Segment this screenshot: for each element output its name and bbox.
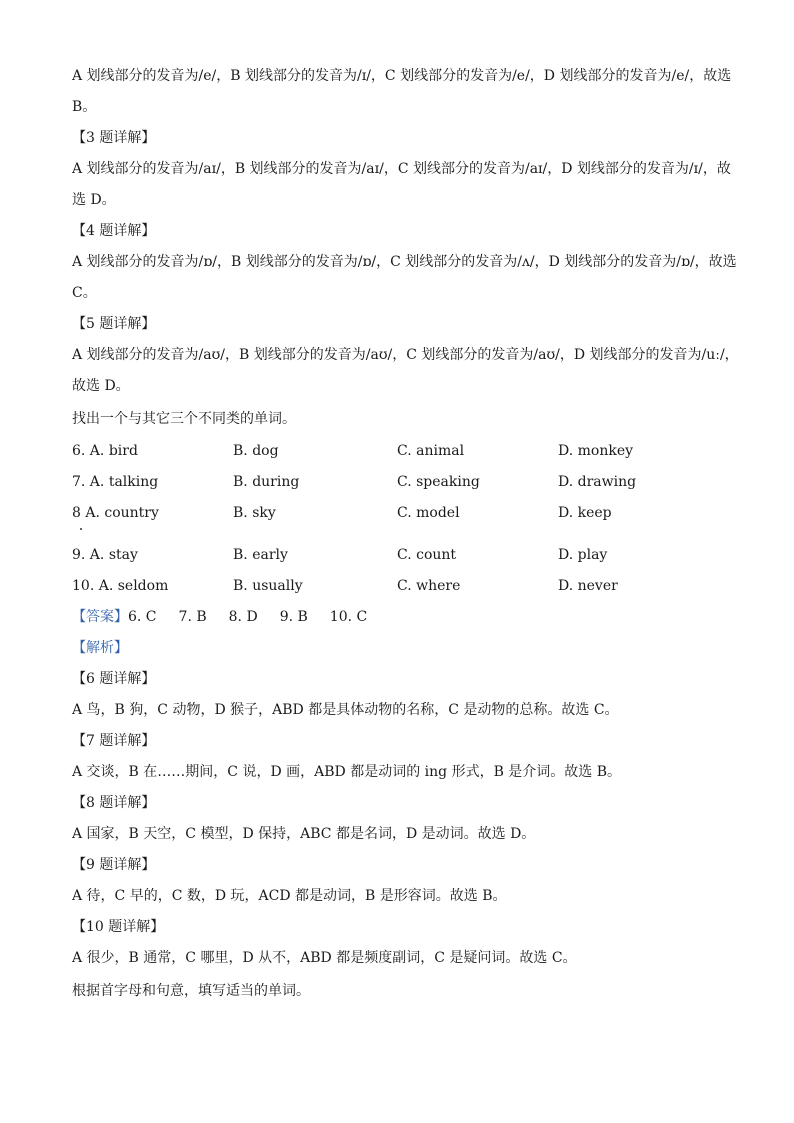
question-option-a: 6. A. bird — [72, 443, 138, 459]
section-instruction: 找出一个与其它三个不同类的单词。 — [72, 411, 296, 427]
text-line: A 划线部分的发音为/aɪ/，B 划线部分的发音为/aɪ/，C 划线部分的发音为/aɪ/，D 划线部分的发音为/ɪ/，故 — [72, 161, 731, 177]
answer-item: 7. B — [178, 609, 207, 625]
question-option-d: D. keep — [558, 505, 612, 521]
question-row-10 — [72, 576, 722, 596]
text-line: 故选 D。 — [72, 378, 130, 394]
question-option-b: B. during — [233, 474, 300, 490]
section-heading-q4: 【4 题详解】 — [72, 223, 156, 239]
answer-item: 6. C — [128, 609, 157, 625]
question-option-c: C. animal — [397, 443, 465, 459]
detail-heading-q7: 【7 题详解】 — [72, 733, 156, 749]
detail-heading-q10: 【10 题详解】 — [72, 919, 165, 935]
question-option-b: B. dog — [233, 443, 279, 459]
section-heading-q3: 【3 题详解】 — [72, 130, 156, 146]
question-option-c: C. count — [397, 547, 457, 563]
answer-item: 8. D — [228, 609, 258, 625]
question-row-9 — [72, 545, 722, 565]
detail-heading-q8: 【8 题详解】 — [72, 795, 156, 811]
question-option-a: 8 A. country — [72, 505, 159, 521]
text-line: A 划线部分的发音为/e/，B 划线部分的发音为/ɪ/，C 划线部分的发音为/e/，D 划线部分的发音为/e/，故选 — [72, 68, 732, 84]
question-option-c: C. model — [397, 505, 460, 521]
question-option-d: D. drawing — [558, 474, 637, 490]
analysis-label: 【解析】 — [72, 640, 128, 656]
question-row-6 — [72, 441, 722, 461]
detail-text-q9: A 待，C 早的，C 数，D 玩，ACD 都是动词，B 是形容词。故选 B。 — [72, 888, 507, 904]
detail-heading-q9: 【9 题详解】 — [72, 857, 156, 873]
text-line: A 划线部分的发音为/aʊ/，B 划线部分的发音为/aʊ/，C 划线部分的发音为/aʊ/，D 划线部分的发音为/uː/， — [72, 347, 739, 363]
detail-text-q6: A 鸟，B 狗，C 动物，D 猴子，ABD 都是具体动物的名称，C 是动物的总称。故选 C。 — [72, 702, 619, 718]
detail-heading-q6: 【6 题详解】 — [72, 671, 156, 687]
detail-text-q10: A 很少，B 通常，C 哪里，D 从不，ABD 都是频度副词，C 是疑问词。故选 C。 — [72, 950, 577, 966]
detail-text-q8: A 国家，B 天空，C 模型，D 保持，ABC 都是名词，D 是动词。故选 D。 — [72, 826, 536, 842]
stray-dot-mark — [80, 528, 82, 530]
question-option-c: C. speaking — [397, 474, 480, 490]
question-option-a: 7. A. talking — [72, 474, 159, 490]
section-instruction-fill-in: 根据首字母和句意，填写适当的单词。 — [72, 983, 310, 999]
question-option-b: B. early — [233, 547, 288, 563]
question-option-a: 10. A. seldom — [72, 578, 169, 594]
detail-text-q7: A 交谈，B 在……期间，C 说，D 画，ABD 都是动词的 ing 形式，B 是介词。故选 B。 — [72, 764, 622, 780]
section-heading-q5: 【5 题详解】 — [72, 316, 156, 332]
answer-item: 10. C — [329, 609, 368, 625]
text-line: B。 — [72, 99, 97, 115]
text-line: 选 D。 — [72, 192, 116, 208]
question-row-8 — [72, 503, 722, 523]
text-line: C。 — [72, 285, 97, 301]
question-option-c: C. where — [397, 578, 461, 594]
question-option-b: B. usually — [233, 578, 303, 594]
question-option-d: D. never — [558, 578, 618, 594]
answer-label: 【答案】 — [72, 609, 128, 625]
question-option-d: D. monkey — [558, 443, 634, 459]
answer-row — [72, 607, 367, 627]
question-option-b: B. sky — [233, 505, 276, 521]
answer-item: 9. B — [279, 609, 308, 625]
question-option-a: 9. A. stay — [72, 547, 138, 563]
text-line: A 划线部分的发音为/ɒ/，B 划线部分的发音为/ɒ/，C 划线部分的发音为/ʌ/，D 划线部分的发音为/ɒ/，故选 — [72, 254, 737, 270]
question-option-d: D. play — [558, 547, 608, 563]
question-row-7 — [72, 472, 722, 492]
